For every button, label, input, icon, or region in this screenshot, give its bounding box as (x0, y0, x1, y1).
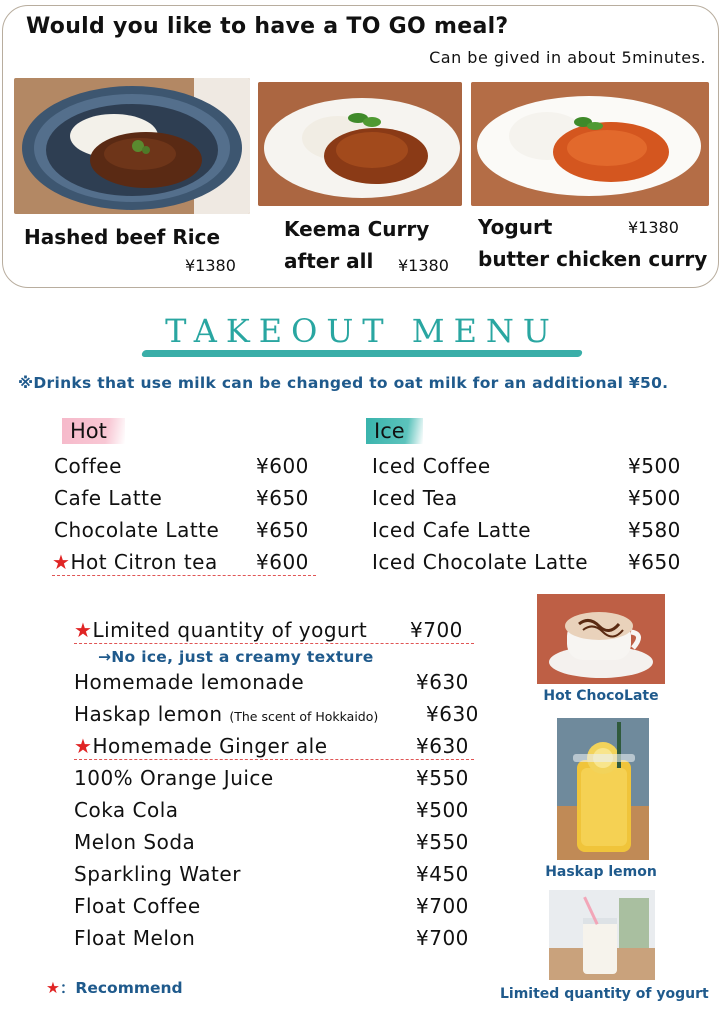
item-price: ¥500 (628, 454, 681, 478)
dish-name-butter-chicken-line1: Yogurt (478, 215, 553, 239)
item-price: ¥630 (416, 670, 469, 694)
hot-chocolate-photo (537, 594, 665, 684)
item-name: Cafe Latte (54, 486, 163, 510)
menu-item-homemade-lemonade (74, 668, 474, 696)
item-price: ¥550 (416, 830, 469, 854)
item-name: Hot Citron tea (70, 550, 218, 574)
menu-item-orange-juice (74, 764, 474, 792)
menu-item-cafe-latte (54, 484, 314, 512)
item-note: (The scent of Hokkaido) (229, 709, 379, 724)
menu-item-homemade-ginger-ale (74, 732, 474, 760)
menu-item-yogurt (74, 616, 474, 644)
item-price: ¥700 (416, 926, 469, 950)
togo-title: Would you like to have a TO GO meal? (26, 14, 509, 39)
yogurt-note: →No ice, just a creamy texture (98, 648, 374, 666)
dish-price-butter-chicken: ¥1380 (628, 218, 679, 237)
yogurt-drink-caption: Limited quantity of yogurt (500, 986, 709, 1002)
dish-name-keema-line1: Keema Curry (284, 217, 430, 241)
dish-price-keema: ¥1380 (398, 256, 449, 275)
hashed-beef-photo (14, 78, 250, 214)
togo-subtitle: Can be gived in about 5minutes. (429, 48, 706, 67)
item-name: Iced Cafe Latte (372, 518, 532, 542)
item-price: ¥650 (256, 518, 309, 542)
item-name: 100% Orange Juice (74, 766, 274, 790)
item-price: ¥700 (416, 894, 469, 918)
item-price: ¥650 (256, 486, 309, 510)
haskap-lemon-caption: Haskap lemon (545, 864, 657, 880)
oat-milk-note: ※Drinks that use milk can be changed to oat milk for an additional ¥50. (18, 374, 669, 392)
item-name: Homemade lemonade (74, 670, 305, 694)
keema-curry-photo (258, 82, 462, 206)
ice-label: Ice (366, 418, 423, 444)
haskap-lemon-photo (557, 718, 649, 860)
menu-item-iced-chocolate-latte (372, 548, 692, 576)
menu-item-hot-citron-tea (52, 548, 316, 576)
menu-item-iced-tea (372, 484, 692, 512)
heading-underline (141, 350, 583, 357)
item-name: Float Coffee (74, 894, 201, 918)
hot-label: Hot (62, 418, 125, 444)
item-name: Melon Soda (74, 830, 196, 854)
dish-price-hashed-beef: ¥1380 (185, 256, 236, 275)
item-name: Iced Chocolate Latte (372, 550, 589, 574)
item-name: Coffee (54, 454, 122, 478)
item-price: ¥550 (416, 766, 469, 790)
recommend-legend (46, 976, 183, 998)
item-price: ¥600 (256, 550, 309, 574)
dish-name-butter-chicken-line2: butter chicken curry (478, 247, 708, 271)
item-name: Chocolate Latte (54, 518, 220, 542)
item-price: ¥650 (628, 550, 681, 574)
dish-name-hashed-beef: Hashed beef Rice (24, 225, 221, 249)
menu-item-haskap-lemon (74, 700, 484, 731)
item-name: Homemade Ginger ale (92, 734, 328, 758)
item-price: ¥630 (426, 702, 479, 726)
item-price: ¥700 (410, 618, 463, 642)
menu-item-coka-cola (74, 796, 474, 824)
item-price: ¥630 (416, 734, 469, 758)
item-name: Iced Coffee (372, 454, 491, 478)
item-price: ¥450 (416, 862, 469, 886)
item-name: Sparkling Water (74, 862, 241, 886)
menu-item-float-melon (74, 924, 474, 952)
menu-item-coffee (54, 452, 314, 480)
butter-chicken-photo (471, 82, 709, 206)
legend-text: ：Recommend (59, 979, 183, 997)
menu-item-iced-coffee (372, 452, 692, 480)
menu-item-chocolate-latte (54, 516, 314, 544)
dish-name-keema-line2: after all (284, 249, 374, 273)
item-price: ¥600 (256, 454, 309, 478)
menu-item-float-coffee (74, 892, 474, 920)
item-price: ¥500 (628, 486, 681, 510)
legend-star-icon: ★ (46, 979, 60, 997)
menu-heading: TAKEOUT MENU (165, 312, 559, 350)
yogurt-drink-photo (549, 890, 655, 980)
menu-item-melon-soda (74, 828, 474, 856)
item-name: Coka Cola (74, 798, 179, 822)
item-name: Haskap lemon (74, 702, 223, 726)
item-name: Limited quantity of yogurt (92, 618, 368, 642)
item-price: ¥580 (628, 518, 681, 542)
menu-item-sparkling-water (74, 860, 474, 888)
item-name: Iced Tea (372, 486, 458, 510)
menu-item-iced-cafe-latte (372, 516, 692, 544)
recommend-star-icon: ★ (74, 618, 93, 642)
hot-chocolate-caption: Hot ChocoLate (543, 688, 659, 704)
recommend-star-icon: ★ (52, 550, 71, 574)
recommend-star-icon: ★ (74, 734, 93, 758)
item-name: Float Melon (74, 926, 196, 950)
item-price: ¥500 (416, 798, 469, 822)
